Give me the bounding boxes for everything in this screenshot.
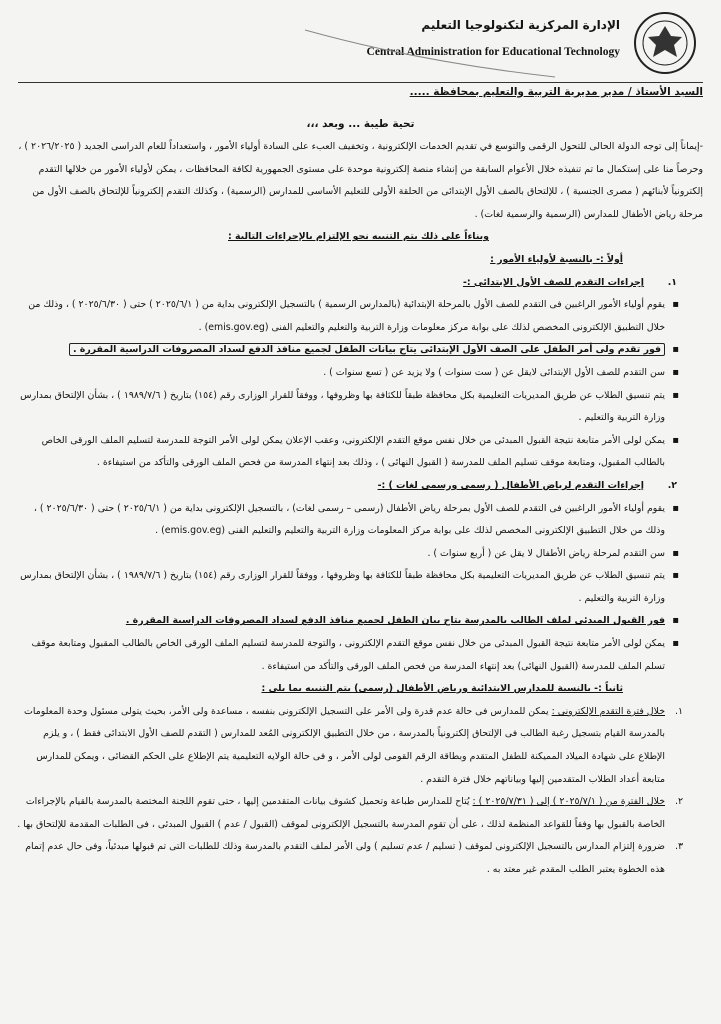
list-item bbox=[14, 339, 665, 362]
list-item: ▪ يقوم أولياء الأمور الراغبين فى التقدم للصف الأول بمرحلة رياض الأطفال (رسمى – رسمى لغات) ، بالتسجيل الإلكترونى بداية من ( ٢٠٢٥/٦/١ ) حتى ( ٢٠٢٥/٦/٣٠ ) ، وذلك من خلال التطبيق الإلكترونى المخصص لذلك على بوابة مركز المعلومات وزارة التربية والتعليم والتعليم الفنى (emis.gov.eg) . bbox=[14, 498, 665, 543]
item-number: ٢. bbox=[674, 796, 683, 808]
list-item: ▪ سن التقدم للصف الأول الإبتدائى لايقل عن ( ست سنوات ) ولا يزيد عن ( تسع سنوات ) . bbox=[14, 362, 665, 385]
highlighted-text: فور القبول المبدئى لملف الطالب بالمدرسة يتاح بيان الطفل لجميع منافذ الدفع لسداد المصروفات الدراسية المقررة . bbox=[125, 615, 665, 627]
highlighted-text: فور تقدم ولى أمر الطفل على الصف الأول الإبتدائى يتاح بيانات الطفل لجميع منافذ الدفع لسداد المصروفات الدراسية المقررة . bbox=[69, 343, 665, 356]
intro-paragraph: -إيماناً إلى توجه الدولة الحالى للتحول الرقمى والتوسع في تقديم الخدمات الإلكترونية ، وتخفيف العبء على السادة أولياء الأمور ، واستعداداً للعام الدراسى الجديد ( ٢٠٢٦/٢٠٢٥ ) ، وحرصاً منا على إستكمال ما تم تنفيذه خلال الأعوام السابقة من إنشاء منصة إلكترونية موحدة على مستوى الجمهورية لكافة المحافظات ، يمكن لأولياء الأمور من خلالها التقدم إلكترونياً لأبنائهم ( مصرى الجنسية ) ، للإلتحاق بالصف الأول الإبتدائى من الحلقة الأولى للتعليم الأساسى للمدارس (الرسمية) ، وكذلك التقدم إلكترونياً للإلتحاق بالصف الأول من مرحلة رياض الأطفال للمدارس (الرسمية والرسمية لغات) . bbox=[18, 141, 703, 220]
numbered-item bbox=[14, 836, 683, 881]
header-divider bbox=[18, 82, 703, 83]
greeting: تحية طيبة ... وبعد ،،، bbox=[306, 118, 415, 130]
list-item: ▪ يقوم أولياء الأمور الراغبين فى التقدم للصف الأول بالمرحلة الإبتدائية (بالمدارس الرسمية ) بالتسجيل الإلكترونى بداية من ( ٢٠٢٥/٦/١ ) حتى ( ٢٠٢٥/٦/٣٠ ) ، وذلك من خلال التطبيق الإلكترونى المخصص لذلك على بوابة مركز معلومات وزارة التربية والتعليم والتعليم الفنى (emis.gov.eg) . bbox=[14, 294, 665, 339]
subsection-2-heading bbox=[14, 475, 677, 498]
letter-body bbox=[14, 136, 703, 882]
section-1-title: أولاً :- بالنسبة لأولياء الأمور : bbox=[490, 253, 623, 265]
ministry-emblem-icon bbox=[630, 10, 700, 76]
subsection-number: ١. bbox=[667, 276, 677, 288]
item-text: يمكن للمدارس فى حالة عدم قدرة ولى الأمر على التسجيل الإلكترونى بنفسه ، مساعدة ولى الأمر، بحيث يتولى مسئول وحدة المعلومات بالمدرسة القيام بتسجيل رغبة الطالب فى الإلتحاق إلكترونياً بالمدرسة ، من خلال التطبيق الإلكترونى المُعد للمدارس ( التقدم للصف الأول الابتدائى فقط ) ، و يلزم الإطلاع على شهادة الميلاد المميكنة للطفل المتقدم وبطاقة الرقم القومى لولى الأمر ، و فى حالة الولايه التعليمية يتم الإطلاع على الحكم القضائى ، ويمكن للمدارس متابعة أعداد الطلاب المتقدمين إليها وبياناتهم خلال فترة التقدم . bbox=[24, 705, 665, 785]
subsection-title: إجراءات التقدم لرياض الأطفال ( رسمى ورسمى لغات ) :- bbox=[377, 479, 645, 491]
item-number: ٣. bbox=[674, 841, 683, 853]
item-text: ضرورة إلتزام المدارس بالتسجيل الإلكترونى لموقف ( تسليم / عدم تسليم ) ولى الأمر لملف التقدم بالمدرسة وذلك للطلبات التى تم قبولها مبدئياً، وفى حال عدم إتمام هذه الخطوة يعتبر الطلب المقدم غير معتد به . bbox=[25, 841, 665, 875]
list-item: ▪ سن التقدم لمرحلة رياض الأطفال لا يقل عن ( أربع سنوات ) . bbox=[14, 543, 665, 566]
numbered-item bbox=[14, 791, 683, 836]
list-item: ▪ يتم تنسيق الطلاب عن طريق المديريات التعليمية بكل محافظة طبقاً للكثافة بها وظروفها ، ووفقاً للقرار الوزارى رقم (١٥٤) بتاريخ ( ١٩٨٩/٧/٦ ) ، بشأن الإلتحاق بمدارس وزارة التربية والتعليم . bbox=[14, 385, 665, 430]
item-number: ١. bbox=[674, 705, 683, 717]
scan-artifact bbox=[300, 22, 560, 82]
section-2-title: ثانياً :- بالنسبة للمدارس الابتدائية ورياض الأطفال (رسمى) يتم التنبيه بما يلى : bbox=[261, 683, 623, 695]
instruction-heading: وبناءاً على ذلك يتم التنبيه نحو الإلتزام بالإجراءات التالية : bbox=[227, 231, 489, 243]
list-item: ▪ يمكن لولى الأمر متابعة نتيجة القبول المبدئى من خلال نفس موقع التقدم الإلكترونى ، والتوجة للمدرسة لتسليم الملف الورقى الخاص بالطالب المقبول ومتابعة موقف تسلم الملف للمدرسة (القبول النهائى) بعد إنتهاء المدرسة من فحص الملف الورقى والتأكد من استيفاءة . bbox=[14, 633, 665, 678]
subsection-title: إجراءات التقدم للصف الأول الإبتدائى :- bbox=[462, 276, 645, 288]
addressee: السيد الأستاذ / مدير مديرية التربية والتعليم بمحافظة ..... bbox=[409, 86, 703, 98]
subsection-1-heading bbox=[14, 272, 677, 295]
subsection-number: ٢. bbox=[667, 479, 677, 491]
item-label: خلال فترة التقدم الإلكترونى : bbox=[551, 705, 665, 717]
item-label: خلال الفترة من ( ٢٠٢٥/٧/١ ) إلى ( ٢٠٢٥/٧/٣١ ) : bbox=[472, 796, 665, 808]
list-item: ▪ يمكن لولى الأمر متابعة نتيجة القبول المبدئى من خلال نفس موقع التقدم الإلكترونى، وعقب الإعلان يمكن لولى الأمر التوجة للمدرسة لتسليم الملف الورقى الخاص بالطالب المقبول، ومتابعة موقف تسليم الملف للمدرسة ( القبول النهائى ) ، وذلك بعد إنتهاء المدرسة من فحص الملف الورقى والتأكد من استيفاءة . bbox=[14, 430, 665, 475]
list-item bbox=[14, 610, 665, 633]
org-name-english: Central Administration for Educational Technology bbox=[366, 46, 620, 58]
item-text: يُتاح للمدارس طباعة وتحميل كشوف بيانات المتقدمين إليها ، حتى تقوم اللجنة المختصة بالمدرسة بالقيام بالإجراءات الخاصة بالقبول بها وفقاً للقواعد المنظمة لذلك ، على أن تقوم المدرسة بالتسجيل الإلكترونى لموقف (القبول / عدم ) القبول المبدئى ، فى الطلبات المقدمة للإلتحاق بها . bbox=[17, 796, 665, 830]
list-item: ▪ يتم تنسيق الطلاب عن طريق المديريات التعليمية بكل محافظة طبقاً للكثافة بها وظروفها ، ووفقاً للقرار الوزارى رقم (١٥٤) بتاريخ ( ١٩٨٩/٧/٦ ) ، بشأن الإلتحاق بمدارس وزارة التربية والتعليم . bbox=[14, 565, 665, 610]
letterhead bbox=[300, 10, 700, 80]
org-name-arabic: الإدارة المركزية لتكنولوجيا التعليم bbox=[421, 18, 620, 32]
numbered-item bbox=[14, 701, 683, 791]
